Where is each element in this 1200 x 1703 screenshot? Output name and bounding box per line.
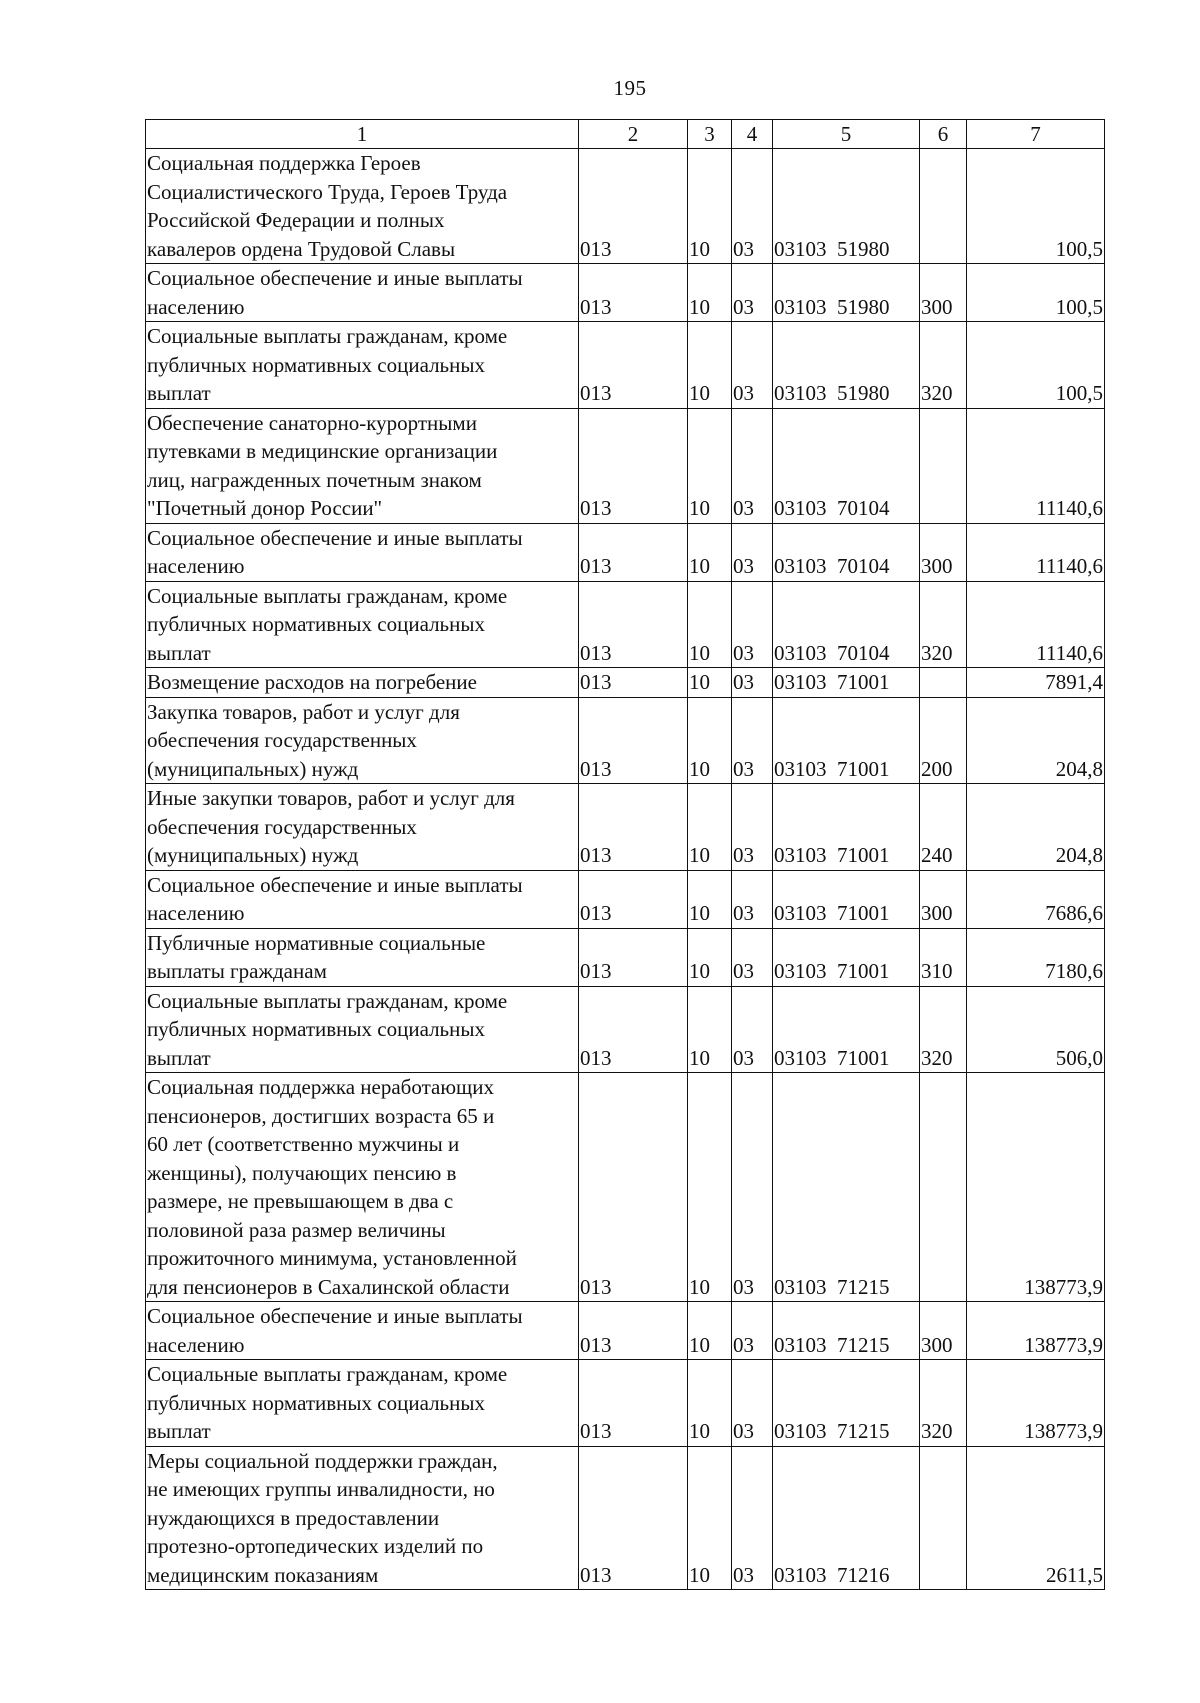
row-section: 10: [688, 697, 732, 784]
row-subsection: 03: [732, 697, 773, 784]
row-expense-type: 320: [920, 581, 967, 668]
table-row: [146, 986, 1105, 1073]
row-subsection: 03: [732, 1302, 773, 1360]
row-code: 013: [579, 928, 688, 986]
row-code: 013: [579, 870, 688, 928]
row-name: Социальные выплаты гражданам, кроме публичных нормативных социальных выплат: [146, 322, 579, 409]
row-amount: 138773,9: [967, 1360, 1105, 1447]
row-section: 10: [688, 149, 732, 264]
row-name: Социальная поддержка неработающих пенсионеров, достигших возраста 65 и 60 лет (соответственно мужчины и женщины), получающих пенсию в размере, не превышающем в два с половиной раза размер величины прожиточного минимума, установленной для пенсионеров в Сахалинской области: [146, 1073, 579, 1302]
row-target-article: 03103 71001: [773, 986, 920, 1073]
row-target-article: 03103 70104: [773, 581, 920, 668]
budget-table: [145, 119, 1105, 1590]
table-row: [146, 1073, 1105, 1302]
row-subsection: 03: [732, 1073, 773, 1302]
table-row: [146, 668, 1105, 698]
row-section: 10: [688, 784, 732, 871]
row-code: 013: [579, 784, 688, 871]
table-row: [146, 1446, 1105, 1590]
row-expense-type: [920, 1073, 967, 1302]
row-expense-type: [920, 149, 967, 264]
row-amount: 138773,9: [967, 1073, 1105, 1302]
row-name: Возмещение расходов на погребение: [146, 668, 579, 698]
row-code: 013: [579, 697, 688, 784]
row-amount: 11140,6: [967, 408, 1105, 523]
row-section: 10: [688, 1073, 732, 1302]
row-target-article: 03103 71001: [773, 928, 920, 986]
row-code: 013: [579, 1360, 688, 1447]
row-expense-type: 200: [920, 697, 967, 784]
row-section: 10: [688, 1302, 732, 1360]
row-section: 10: [688, 1360, 732, 1447]
table-row: [146, 322, 1105, 409]
table-body: [146, 149, 1105, 1590]
header-col-7: 7: [967, 120, 1105, 149]
header-col-6: 6: [920, 120, 967, 149]
row-expense-type: 300: [920, 264, 967, 322]
row-section: 10: [688, 986, 732, 1073]
row-section: 10: [688, 408, 732, 523]
row-section: 10: [688, 523, 732, 581]
table-row: [146, 581, 1105, 668]
row-section: 10: [688, 1446, 732, 1590]
row-target-article: 03103 70104: [773, 408, 920, 523]
row-name: Социальное обеспечение и иные выплаты населению: [146, 870, 579, 928]
row-amount: 11140,6: [967, 581, 1105, 668]
row-target-article: 03103 51980: [773, 149, 920, 264]
row-expense-type: 240: [920, 784, 967, 871]
row-section: 10: [688, 668, 732, 698]
table-row: [146, 697, 1105, 784]
row-section: 10: [688, 581, 732, 668]
row-amount: 7180,6: [967, 928, 1105, 986]
row-name: Социальное обеспечение и иные выплаты населению: [146, 523, 579, 581]
row-subsection: 03: [732, 408, 773, 523]
row-amount: 100,5: [967, 322, 1105, 409]
row-target-article: 03103 71215: [773, 1302, 920, 1360]
row-subsection: 03: [732, 870, 773, 928]
row-target-article: 03103 71215: [773, 1360, 920, 1447]
table-row: [146, 784, 1105, 871]
header-col-5: 5: [773, 120, 920, 149]
row-expense-type: 320: [920, 1360, 967, 1447]
row-name: Социальные выплаты гражданам, кроме публичных нормативных социальных выплат: [146, 986, 579, 1073]
row-target-article: 03103 71001: [773, 668, 920, 698]
row-code: 013: [579, 408, 688, 523]
row-expense-type: [920, 408, 967, 523]
row-subsection: 03: [732, 1446, 773, 1590]
table-row: [146, 264, 1105, 322]
row-expense-type: 300: [920, 1302, 967, 1360]
table-row: [146, 408, 1105, 523]
row-code: 013: [579, 149, 688, 264]
header-col-2: 2: [579, 120, 688, 149]
row-code: 013: [579, 668, 688, 698]
row-code: 013: [579, 1302, 688, 1360]
row-subsection: 03: [732, 986, 773, 1073]
row-expense-type: 300: [920, 523, 967, 581]
row-code: 013: [579, 581, 688, 668]
row-amount: 7686,6: [967, 870, 1105, 928]
row-name: Социальные выплаты гражданам, кроме публичных нормативных социальных выплат: [146, 581, 579, 668]
row-code: 013: [579, 986, 688, 1073]
row-amount: 204,8: [967, 697, 1105, 784]
row-subsection: 03: [732, 668, 773, 698]
row-name: Закупка товаров, работ и услуг для обеспечения государственных (муниципальных) нужд: [146, 697, 579, 784]
row-subsection: 03: [732, 322, 773, 409]
row-target-article: 03103 71216: [773, 1446, 920, 1590]
header-col-3: 3: [688, 120, 732, 149]
header-row: [146, 120, 1105, 149]
row-code: 013: [579, 322, 688, 409]
row-target-article: 03103 70104: [773, 523, 920, 581]
row-amount: 506,0: [967, 986, 1105, 1073]
row-expense-type: [920, 1446, 967, 1590]
row-name: Иные закупки товаров, работ и услуг для обеспечения государственных (муниципальных) нужд: [146, 784, 579, 871]
row-name: Публичные нормативные социальные выплаты гражданам: [146, 928, 579, 986]
row-code: 013: [579, 264, 688, 322]
row-name: Социальные выплаты гражданам, кроме публичных нормативных социальных выплат: [146, 1360, 579, 1447]
table-row: [146, 1360, 1105, 1447]
row-expense-type: 320: [920, 322, 967, 409]
row-code: 013: [579, 523, 688, 581]
row-name: Социальное обеспечение и иные выплаты населению: [146, 264, 579, 322]
row-name: Меры социальной поддержки граждан, не имеющих группы инвалидности, но нуждающихся в предоставлении протезно-ортопедических изделий по медицинским показаниям: [146, 1446, 579, 1590]
row-amount: 100,5: [967, 149, 1105, 264]
header-col-4: 4: [732, 120, 773, 149]
row-target-article: 03103 51980: [773, 264, 920, 322]
row-amount: 100,5: [967, 264, 1105, 322]
row-amount: 204,8: [967, 784, 1105, 871]
row-target-article: 03103 71215: [773, 1073, 920, 1302]
row-name: Социальная поддержка Героев Социалистического Труда, Героев Труда Российской Федерации и полных кавалеров ордена Трудовой Славы: [146, 149, 579, 264]
row-target-article: 03103 71001: [773, 784, 920, 871]
row-section: 10: [688, 322, 732, 409]
row-code: 013: [579, 1073, 688, 1302]
table-row: [146, 870, 1105, 928]
row-amount: 11140,6: [967, 523, 1105, 581]
row-expense-type: 320: [920, 986, 967, 1073]
row-subsection: 03: [732, 581, 773, 668]
row-expense-type: [920, 668, 967, 698]
row-subsection: 03: [732, 149, 773, 264]
table-row: [146, 928, 1105, 986]
row-target-article: 03103 71001: [773, 870, 920, 928]
table-row: [146, 149, 1105, 264]
row-amount: 7891,4: [967, 668, 1105, 698]
row-amount: 2611,5: [967, 1446, 1105, 1590]
row-target-article: 03103 51980: [773, 322, 920, 409]
row-section: 10: [688, 928, 732, 986]
row-name: Социальное обеспечение и иные выплаты населению: [146, 1302, 579, 1360]
row-subsection: 03: [732, 928, 773, 986]
row-amount: 138773,9: [967, 1302, 1105, 1360]
row-expense-type: 300: [920, 870, 967, 928]
row-subsection: 03: [732, 264, 773, 322]
row-target-article: 03103 71001: [773, 697, 920, 784]
page-number: 195: [613, 76, 647, 100]
table-row: [146, 1302, 1105, 1360]
row-section: 10: [688, 264, 732, 322]
header-col-1: 1: [146, 120, 579, 149]
row-name: Обеспечение санаторно-курортными путевками в медицинские организации лиц, награжденных почетным знаком "Почетный донор России": [146, 408, 579, 523]
row-expense-type: 310: [920, 928, 967, 986]
row-section: 10: [688, 870, 732, 928]
row-subsection: 03: [732, 784, 773, 871]
row-code: 013: [579, 1446, 688, 1590]
table-row: [146, 523, 1105, 581]
row-subsection: 03: [732, 1360, 773, 1447]
row-subsection: 03: [732, 523, 773, 581]
